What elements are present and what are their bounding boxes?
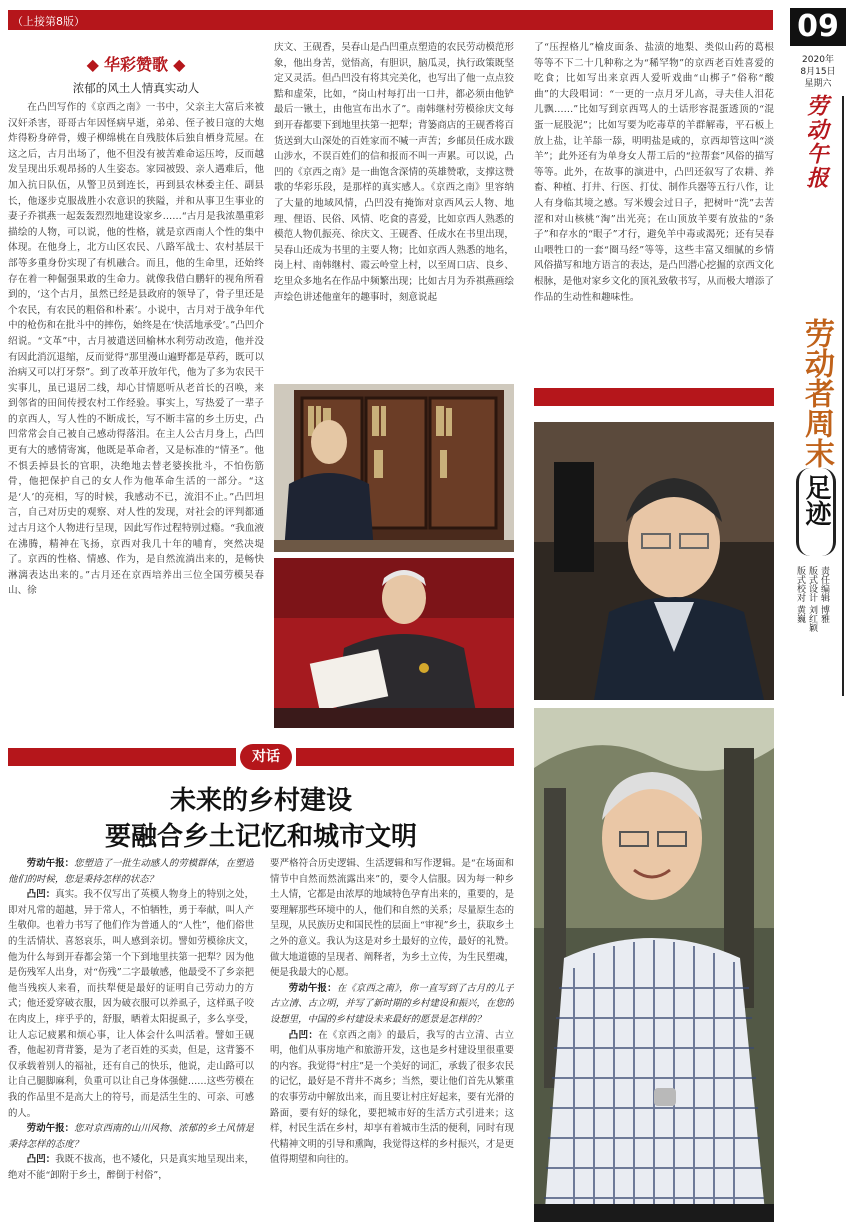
dialogue-banner-left xyxy=(8,748,236,766)
section-heading xyxy=(8,52,264,75)
credit-designer: 版式设计 刘红颖 xyxy=(807,566,817,632)
interview-question xyxy=(8,856,254,887)
speaker-label: 凸凹： xyxy=(26,889,56,901)
article-text: 了“压捏格儿”榆皮面条、盐渍的地梨、类似山药的葛根等等不下二十几种称之为“稀罕物”的京西老百姓喜爱的吃食；比如写出来京西人爱听戏曲“山梆子”俗称“酸曲”的大段唱词：“一更的一点月牙儿高，寻夫佳人泪花儿飘……”比如写到京西骂人的土话形容混蛋透顶的“混蛋一屁股泥”；比如写要为吃毒草的羊群解毒，平石板上放上盐，让羊舔一舔，明明盐是咸的，京西却管这叫“淡羊”；此外还有为单身女人帮工后的“拉帮套”风俗的描写等等。此外，在故事的演进中，凸凹还叙写了农耕、养畜、种植、打井、行医、打仗、制作兵器等五行八作，让人有身临其境之感。写米嫂会过日子，把树叶“洗”去苦涩和对山核桃“淘”出光亮；在山顶放羊要有放盐的“条子”和存水的“眼子”才行，避免羊中毒或渴死；还有吴春山喂牲口的一套“圈马经”等等，这些丰富又细腻的乡情风俗描写和地方语言的表达，是凸凹潜心挖掘的京西文化根脉，是他对家乡文化的顶礼致敬书写，从而极大增添了作品的生动性和趣味性。 xyxy=(534,42,774,303)
speaker-label: 劳动午报： xyxy=(288,982,337,994)
article-column-3 xyxy=(534,40,774,370)
dialogue-banner-right xyxy=(296,748,514,766)
interview-answer xyxy=(270,1028,514,1168)
issue-date: 8月15日 xyxy=(800,67,836,77)
interview-answer xyxy=(270,856,514,981)
masthead-rule xyxy=(842,96,844,696)
article-text: 在凸凹写作的《京西之南》一书中，父亲主大富后来被汉奸杀害，哥哥古年因怪病早逝，弟弟、侄子被日寇的大炮炸得粉身碎骨，嫂子柳绵桃在自残肢体后独自栖身荒屋。在这之后，古月出场了，他不但没有被苦难命运压垮，反而越发呈现出乐观昂扬的人生姿态。家园被毁、亲人遇难后，他加入抗日队伍，从警卫员到连长，再到县农林委主任、副县长，他逐步克服战胜小农意识的狭隘，并和从事卫生事业的妻子乔祺燕一起轰轰烈烈地建设家乡……“古月是我浓墨重彩描绘的人物，可以说，他的性格，就是京西南人个性的集中体现。在他身上，北方山区农民、八路军战士、农村基层干部等多重身份实现了有机融合。而且，他的生命里，还始终存在着一种倔强果敢的生命力。就像我借白鹏轩的视角所看到的，‘这个古月，虽然已经是县政府的领导了，骨子里还是个农民，有农民的粗俗和朴素’。小说中，古月对于战争年代中的枪伤和在批斗中的摔伤，始终是在‘快活地承受’。”凸凹介绍说。“文革”中，古月被遣送回榆林水利劳动改造，他并没有因此消沉退缩，反而觉得“那里漫山遍野都是草药，既可以治病又可以打牙祭”。到了改革开放年代，他为了多为农民干实事儿，虽已退居二线，却心甘情愿听从老首长的召唤，来到邻省的田间传授农村工作经验。事实上，写热爱了一辈子的京西人，写人性的不断成长，写不断丰富的乡土历史，凸凹常常会自己被自己感动得落泪。在主人公古月身上，凸凹更有大的感情寄寓，他既是革命者，又是标准的“情圣”。他不惧丢掉县长的官职，决绝地去替老婆挨批斗，不怕伤筋骨，他把保护自己的女人作为他革命生活的一部分。“这是‘人’的亮相，写的时候，我感动不已，流泪不止。”凸凹坦言，自己对历史的观察、对人性的发现，对社会的评判都通过古月这个人物进行呈现，因此写作过程特别过瘾。“我血液在沸腾，精神在飞扬，京西对我几十年的哺育，突然决堤了。京西的性格、情感、作为，是自然流淌出来的，是畅快淋漓表达出来的。”古月还在京西培养出三位全国劳模吴春山、徐 xyxy=(8,102,264,597)
interview-answer xyxy=(8,887,254,1121)
interview-answer xyxy=(8,1152,254,1183)
article-text: 庆文、王砚香，吴春山是凸凹重点塑造的农民劳动模范形象，他出身苦，觉悟高，有胆识，脑瓜灵，执行政策既坚定又灵活。但凸凹没有将其完美化，也写出了他一点点狡黠和虚荣，比如，“岗山村每打出一口井，都必须由他铲最后一锹土，由他宣布出水了”。南韩继村劳模徐庆文每到开春都要下到地里扶第一把犁；背篓商店的王砚香将百货送到大山深处的百姓家而不喊一声苦；乡邮员任成水跋山涉水，不误百姓们的信和报而不叫一声累。可以说，凸凹的《京西之南》是一曲饱含深情的英雄赞歌，支撑这赞歌的华彩乐段，是那样的真实感人。《京西之南》里容纳了大量的地域风情，凸凹没有掩饰对京西风云人物、地理、俚语、民俗、风情、吃食的喜爱，比如京西人熟悉的模范人物仉振亮、徐庆文、王砚香、任成水在书里出现，吴春山还成为书里的主要人物；比如京西人熟悉的地名，岗上村、南韩继村、霞云岭堂上村，以至周口店、良乡、圪里众多地名在作品中频繁出现；比如古月为乔祺燕画绘声绘色讲述他童年的趣事时，刻意说起 xyxy=(274,42,514,303)
credit-editor: 责任编辑 博雅 xyxy=(819,566,829,623)
weekly-title: 劳动者周末 xyxy=(799,318,834,468)
speaker-label: 凸凹： xyxy=(26,1154,56,1166)
interview-question xyxy=(270,981,514,1028)
photo-author-reading xyxy=(274,558,514,728)
speaker-label: 劳动午报： xyxy=(26,858,75,869)
continued-banner xyxy=(8,10,773,30)
issue-weekday: 星期六 xyxy=(804,79,832,89)
photo-divider-bar xyxy=(534,388,774,406)
dialogue-column-right xyxy=(270,856,514,1224)
answer-text: 我既不拔高，也不矮化，只是真实地呈现出来，绝对不能“卸附于乡土，醉倒于村俗”， xyxy=(8,1154,254,1181)
answer-text: 在《京西之南》的最后，我写的古立清、古立明，他们从事房地产和旅游开发，这也是乡村建设里很重要的内容。我觉得“村庄”是一个美好的词汇，承载了很多农民的记忆，最好是不背井不离乡；当然，要让他们首先从繁重的农事劳动中解放出来，而且要让村庄好起来，要有光滑的路面，要有好的绿化，要把城市好的生活方式引进来；这样，村民生活在乡村，却享有着城市生活的便利，同时有现代精神文明的引导和熏陶，我觉得这样的乡村振兴，才是更值得期望和向往的。 xyxy=(270,1029,514,1166)
speaker-label: 凸凹： xyxy=(288,1029,319,1041)
section-title: 华彩赞歌 xyxy=(103,55,168,74)
question-text: 在《京西之南》，你一直写到了古月的儿子古立清、古立明，并写了新时期的乡村建设和振兴，在您的设想里，中国的乡村建设未来最好的愿景是怎样的？ xyxy=(270,982,514,1025)
question-text: 您塑造了一批生动感人的劳模群体，在塑造他们的时候，您是秉持怎样的状态？ xyxy=(8,858,254,885)
speaker-label: 劳动午报： xyxy=(26,1123,75,1135)
diamond-icon: ◆ xyxy=(173,55,186,74)
interview-question xyxy=(8,1121,254,1152)
dialogue-title-line2: 要融合乡土记忆和城市文明 xyxy=(104,822,417,852)
section-name: 足迹 xyxy=(801,474,831,526)
newspaper-logo: 劳动午报 xyxy=(803,94,829,190)
credits xyxy=(794,566,830,696)
dialogue-column-left xyxy=(8,856,254,1224)
article-column-1 xyxy=(8,100,264,730)
article-column-2 xyxy=(274,40,514,370)
masthead xyxy=(790,6,846,706)
dialogue-tag xyxy=(240,744,292,770)
dialogue-tag-label: 对话 xyxy=(252,749,280,765)
issue-date-year: 2020年 xyxy=(802,55,834,65)
question-text: 您对京西南的山川风物、浓郁的乡土风情是秉持怎样的态度？ xyxy=(8,1123,254,1150)
credit-proofreader: 版式校对 黄巍 xyxy=(795,566,805,623)
page-number: 09 xyxy=(790,8,846,46)
answer-text: 要严格符合历史逻辑、生活逻辑和写作逻辑。是“在场面和情节中自然而然流露出来”的，要令人信服。因为每一种乡土人情，它都是由浓厚的地域特色孕育出来的，重要的，是要理解那些环境中的人，他们和自然的关系；尽量原生态的呈现，从民族历史和国民性的层面上“审视”乡土，获取乡土之外的意义。我认为这是对乡土最好的立传，最好的礼赞。做大地道德的呈现者、阐释者，为乡土立传，为生民塑魂，便是我最大的心愿。 xyxy=(270,858,514,979)
dialogue-title-line1: 未来的乡村建设 xyxy=(169,786,352,816)
section-subheading: 浓郁的风土人情真实动人 xyxy=(72,81,200,95)
diamond-icon: ◆ xyxy=(86,55,99,74)
photo-author-portrait xyxy=(534,422,774,700)
photo-author-outdoors xyxy=(534,708,774,1222)
photo-author-at-bookshelf xyxy=(274,384,514,552)
answer-text: 真实。我不仅写出了英模人物身上的特别之处，即对凡常的超越，异于常人，不怕牺牲，勇于奉献，叫人产生敬仰。也着力书写了他们作为普通人的“人性”，他们俗世的生活情状、喜怒哀乐，叫人感到亲切。譬如劳模徐庆文，他为什么每到开春都会第一个下到地里扶第一把犁？因为他是伤残军人出身，对“伤残”二字最敏感，他最受不了乡亲把他当残疾人来看，而扶犁便是最好的证明自己劳动力的方式；他还爱穿破衣服，因为破衣服可以养虱子，这样虱子咬在肉皮上，痒乎乎的，舒服，晒着太阳捉虱子，多么享受，让人忘记疲累和烦心事，让人体会什么叫活着。譬如王砚香，他起初背背篓，是为了老百姓的买卖，但是，这背篓不仅承载着别人的福祉，还有自己的快乐，他说，走山路可以让自己腿脚麻利，负重可以让自己身体强健……这些劳模在我的作品里不是高大上的符号，而是活生生的、可亲、可感的人。 xyxy=(8,889,254,1119)
continued-label: （上接第8版） xyxy=(12,15,85,28)
